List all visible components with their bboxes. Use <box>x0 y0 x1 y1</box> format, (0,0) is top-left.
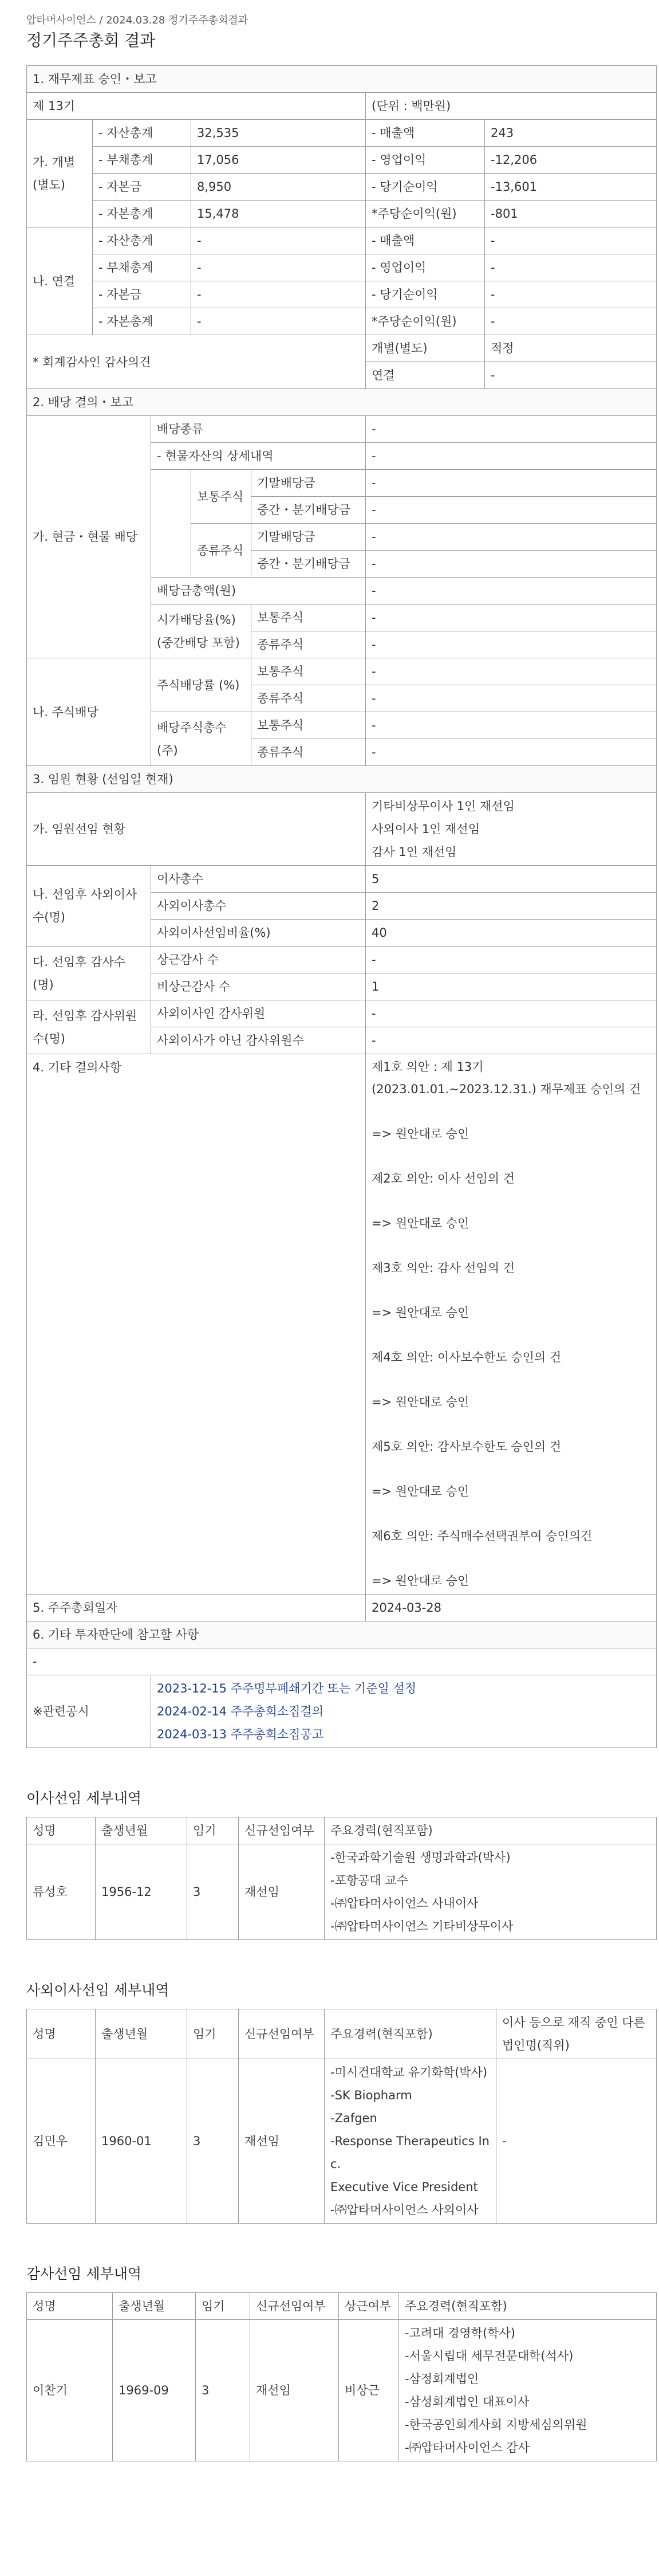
header-cell: 출생년월 <box>113 2293 196 2320</box>
cash-dividend-label: 가. 현금・현물 배당 <box>27 416 151 658</box>
header-cell: 신규선임여부 <box>250 2293 339 2320</box>
header-cell: 출생년월 <box>96 2009 187 2059</box>
fin-value: -12,206 <box>485 147 657 174</box>
outside-directors-table <box>26 2009 657 2224</box>
yield-value: - <box>366 604 657 631</box>
director-career: -한국과학기술원 생명과학과(박사) -포항공대 교수 -㈜압타머사이언스 사내이사 -㈜압타머사이언스 기타비상무이사 <box>325 1844 657 1940</box>
auditor-status: 재선임 <box>250 2320 339 2461</box>
fin-value: 17,056 <box>191 147 366 174</box>
asset-detail-value: - <box>366 443 657 470</box>
dividend-value: - <box>366 524 657 551</box>
audit-separate-value: 적정 <box>485 335 657 362</box>
auditor-name: 이찬기 <box>27 2320 113 2461</box>
yield-value: - <box>366 631 657 658</box>
header-cell: 출생년월 <box>96 1817 187 1844</box>
audit-consolidated-label: 연결 <box>366 362 485 389</box>
separate-label: 가. 개별 (별도) <box>27 120 93 227</box>
period: 제 13기 <box>27 93 366 120</box>
director-term: 3 <box>187 1844 239 1940</box>
auditor-birth: 1969-09 <box>113 2320 196 2461</box>
directors-table <box>26 1817 657 1940</box>
section-6-title: 6. 기타 투자판단에 참고할 사항 <box>27 1621 657 1648</box>
common-share-label: 보통주식 <box>191 470 251 524</box>
fin-value: - <box>191 308 366 335</box>
fin-label: - 영업이익 <box>366 147 485 174</box>
stock-total-label: 배당주식총수(주) <box>151 712 251 766</box>
count-label: 사외이사인 감사위원 <box>151 1000 366 1027</box>
header-cell: 임기 <box>196 2293 250 2320</box>
audit-separate-label: 개별(별도) <box>366 335 485 362</box>
director-name: 류성호 <box>27 1844 96 1940</box>
consolidated-label: 나. 연결 <box>27 227 93 335</box>
outside-other-company: - <box>496 2059 657 2224</box>
related-link[interactable]: 2023-12-15 주주명부폐쇄기간 또는 기준일 설정 <box>157 1682 417 1695</box>
fin-label: - 당기순이익 <box>366 281 485 308</box>
stock-dividend-rate-label: 주식배당률 (%) <box>151 658 251 712</box>
outside-name: 김민우 <box>27 2059 96 2224</box>
fin-value: - <box>485 308 657 335</box>
header-cell: 상근여부 <box>339 2293 399 2320</box>
count-value: 40 <box>366 920 657 947</box>
audit-consolidated-value: - <box>485 362 657 389</box>
header-cell: 성명 <box>27 1817 96 1844</box>
officer-status-value: 기타비상무이사 1인 재선임 사외이사 1인 재선임 감사 1인 재선임 <box>366 793 657 866</box>
auditor-fulltime: 비상근 <box>339 2320 399 2461</box>
related-link[interactable]: 2024-02-14 주주총회소집결의 <box>157 1705 324 1718</box>
fin-label: *주당순이익(원) <box>366 201 485 227</box>
fin-value: -801 <box>485 201 657 227</box>
fin-label: - 당기순이익 <box>366 174 485 201</box>
fin-value: - <box>191 281 366 308</box>
total-dividend-label: 배당금총액(원) <box>151 578 366 604</box>
interim-dividend-label: 중간・분기배당금 <box>251 551 366 578</box>
count-label: 이사총수 <box>151 866 366 893</box>
stock-value: - <box>366 712 657 739</box>
meeting-date-value: 2024-03-28 <box>366 1595 657 1621</box>
preferred-share-label: 종류주식 <box>251 685 366 712</box>
auditor-term: 3 <box>196 2320 250 2461</box>
disclosure-table <box>26 65 657 1748</box>
section-2-title: 2. 배당 결의・보고 <box>27 389 657 416</box>
fin-value: 15,478 <box>191 201 366 227</box>
fin-value: 243 <box>485 120 657 147</box>
audit-committee-count-label: 라. 선임후 감사위원수(명) <box>27 1000 151 1054</box>
header-cell: 성명 <box>27 2009 96 2059</box>
related-disclosure-label: ※관련공시 <box>27 1675 151 1748</box>
count-label: 사외이사총수 <box>151 893 366 920</box>
outside-status: 재선임 <box>239 2059 325 2224</box>
outside-director-count-label: 나. 선임후 사외이사수(명) <box>27 866 151 947</box>
fin-label: - 자본금 <box>93 281 191 308</box>
fin-label: - 영업이익 <box>366 254 485 281</box>
header-cell: 주요경력(현직포함) <box>325 1817 657 1844</box>
outside-term: 3 <box>187 2059 239 2224</box>
dividend-value: - <box>366 551 657 578</box>
year-end-dividend-label: 기말배당금 <box>251 470 366 497</box>
header-cell: 주요경력(현직포함) <box>325 2009 496 2059</box>
stock-value: - <box>366 658 657 685</box>
fin-label: - 자본금 <box>93 174 191 201</box>
preferred-share-label: 종류주식 <box>251 631 366 658</box>
header-cell: 성명 <box>27 2293 113 2320</box>
auditor-career: -고려대 경영학(학사) -서울시립대 세무전문대학(석사) -삼정회계법인 -삼성회계법인 대표이사 -한국공인회계사회 지방세심의위원 -㈜압타머사이언스 감사 <box>399 2320 657 2461</box>
auditor-count-label: 다. 선임후 감사수(명) <box>27 947 151 1000</box>
dividend-yield-label: 시가배당율(%)(중간배당 포함) <box>151 604 251 658</box>
auditors-table <box>26 2292 657 2461</box>
header-cell: 임기 <box>187 2009 239 2059</box>
header-cell: 주요경력(현직포함) <box>399 2293 657 2320</box>
count-value: - <box>366 947 657 973</box>
fin-value: - <box>191 254 366 281</box>
page-title: 정기주주총회 결과 <box>26 31 156 50</box>
common-share-label: 보통주식 <box>251 604 366 631</box>
director-status: 재선임 <box>239 1844 325 1940</box>
fin-value: - <box>191 227 366 254</box>
header-cell: 이사 등으로 재직 중인 다른 법인명(직위) <box>496 2009 657 2059</box>
preferred-share-label: 종류주식 <box>191 524 251 578</box>
fin-label: *주당순이익(원) <box>366 308 485 335</box>
count-value: - <box>366 1000 657 1027</box>
section-1-title: 1. 재무제표 승인・보고 <box>27 66 657 93</box>
asset-detail-label: - 현물자산의 상세내역 <box>151 443 366 470</box>
other-resolutions-value: 제1호 의안 : 제 13기 (2023.01.01.~2023.12.31.) 재무제표 승인의 건 => 원안대로 승인 제2호 의안: 이사 선임의 건 => 원안대로 승인 제3호 의안: 감사 선임의 건 => 원안대로 승인 제4호 의안: 이사보수한도 승인의 건 => 원안대로 승인 제5호 의안: 감사보수한도 승인의 건 => 원안대로 승인 제6호 의안: 주식매수선택권부여 승인의건 => 원안대로 승인 <box>366 1054 657 1595</box>
outside-career: -미시건대학교 유기화학(박사) -SK Biopharm -Zafgen -Response Therapeutics Inc. Executive Vice President -㈜압타머사이언스 사외이사 <box>325 2059 496 2224</box>
count-value: 5 <box>366 866 657 893</box>
section-3-title: 3. 임원 현황 (선임일 현재) <box>27 766 657 793</box>
dividend-value: - <box>366 497 657 524</box>
fin-value: 32,535 <box>191 120 366 147</box>
common-share-label: 보통주식 <box>251 658 366 685</box>
fin-label: - 부채총계 <box>93 147 191 174</box>
related-disclosures <box>151 1675 657 1748</box>
count-label: 사외이사선임비율(%) <box>151 920 366 947</box>
total-dividend-value: - <box>366 578 657 604</box>
count-value: 1 <box>366 973 657 1000</box>
stock-dividend-label: 나. 주식배당 <box>27 658 151 766</box>
stock-value: - <box>366 685 657 712</box>
fin-value: - <box>485 281 657 308</box>
related-link[interactable]: 2024-03-13 주주총회소집공고 <box>157 1727 324 1741</box>
preferred-share-label: 종류주식 <box>251 739 366 766</box>
other-resolutions-label: 4. 기타 결의사항 <box>27 1054 366 1595</box>
unit: (단위 : 백만원) <box>366 93 657 120</box>
fin-label: - 매출액 <box>366 227 485 254</box>
director-birth: 1956-12 <box>96 1844 187 1940</box>
fin-label: - 자본총계 <box>93 201 191 227</box>
fin-label: - 부채총계 <box>93 254 191 281</box>
auditors-title: 감사선임 세부내역 <box>26 2265 142 2282</box>
section-6-value: - <box>27 1648 657 1675</box>
fin-value: - <box>485 254 657 281</box>
audit-opinion-label: * 회계감사인 감사의견 <box>27 335 366 389</box>
fin-label: - 자산총계 <box>93 227 191 254</box>
count-label: 사외이사가 아닌 감사위원수 <box>151 1027 366 1054</box>
fin-value: - <box>485 227 657 254</box>
fin-label: - 자산총계 <box>93 120 191 147</box>
outside-birth: 1960-01 <box>96 2059 187 2224</box>
header-cell: 신규선임여부 <box>239 2009 325 2059</box>
dividend-value: - <box>366 470 657 497</box>
year-end-dividend-label: 기말배당금 <box>251 524 366 551</box>
fin-label: - 자본총계 <box>93 308 191 335</box>
fin-value: 8,950 <box>191 174 366 201</box>
interim-dividend-label: 중간・분기배당금 <box>251 497 366 524</box>
header-cell: 임기 <box>187 1817 239 1844</box>
dividend-kind-value: - <box>366 416 657 443</box>
fin-value: -13,601 <box>485 174 657 201</box>
count-label: 비상근감사 수 <box>151 973 366 1000</box>
common-share-label: 보통주식 <box>251 712 366 739</box>
meeting-date-label: 5. 주주총회일자 <box>27 1595 366 1621</box>
header-cell: 신규선임여부 <box>239 1817 325 1844</box>
officer-status-label: 가. 임원선임 현황 <box>27 793 366 866</box>
directors-title: 이사선임 세부내역 <box>26 1790 142 1807</box>
dividend-kind-label: 배당종류 <box>151 416 366 443</box>
outside-directors-title: 사외이사선임 세부내역 <box>26 1982 169 1998</box>
count-value: 2 <box>366 893 657 920</box>
fin-label: - 매출액 <box>366 120 485 147</box>
breadcrumb: 압타머사이언스 / 2024.03.28 정기주주총회결과 <box>26 14 248 26</box>
stock-value: - <box>366 739 657 766</box>
count-value: - <box>366 1027 657 1054</box>
count-label: 상근감사 수 <box>151 947 366 973</box>
